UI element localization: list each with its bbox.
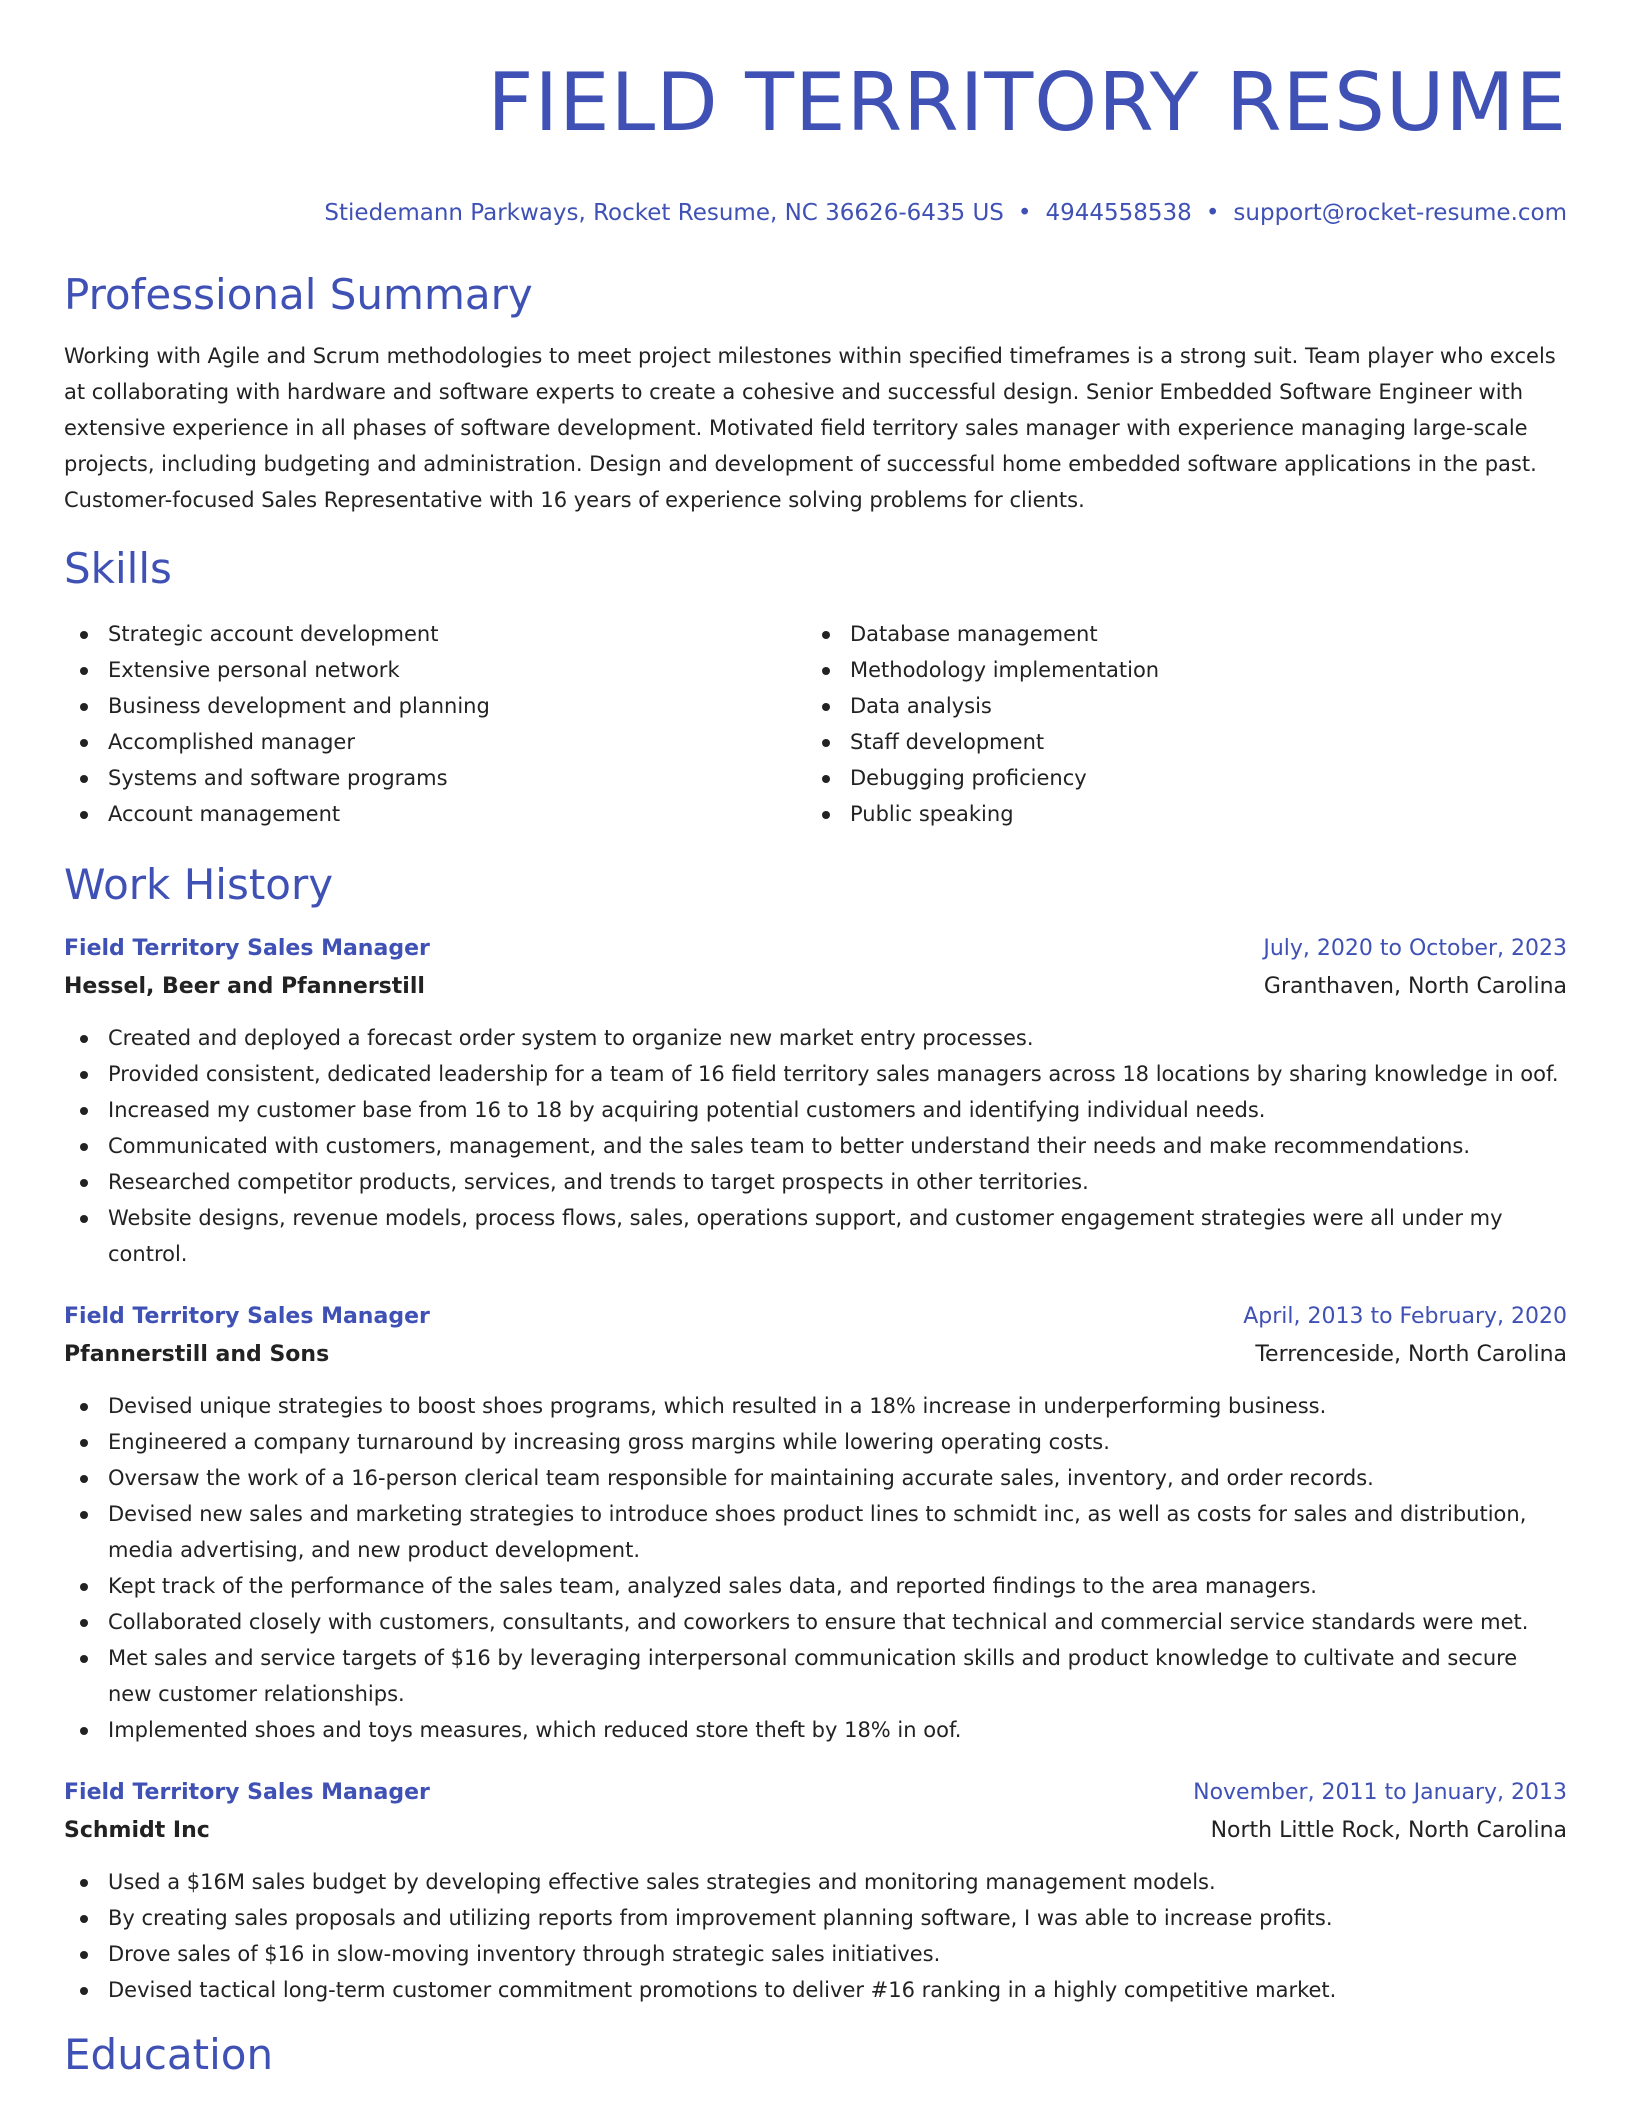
skill-item: Data analysis bbox=[806, 688, 1548, 724]
skills-column-right bbox=[806, 616, 1548, 832]
job-bullet: Devised new sales and marketing strategies to introduce shoes product lines to schmidt inc, as well as costs for sales and distribution, media advertising, and new product development. bbox=[64, 1496, 1567, 1568]
contact-phone: 4944558538 bbox=[1045, 200, 1192, 226]
job-bullet: By creating sales proposals and utilizing reports from improvement planning software, I was able to increase profits. bbox=[64, 1900, 1567, 1936]
job-bullet: Kept track of the performance of the sales team, analyzed sales data, and reported findings to the area managers. bbox=[64, 1568, 1567, 1604]
job-bullet: Met sales and service targets of $16 by leveraging interpersonal communication skills and product knowledge to cultivate and secure new customer relationships. bbox=[64, 1640, 1567, 1712]
job-company: Pfannerstill and Sons bbox=[64, 1342, 330, 1367]
education-heading: Education bbox=[64, 2030, 274, 2079]
skill-item: Public speaking bbox=[806, 796, 1548, 832]
job-dates: November, 2011 to January, 2013 bbox=[1193, 1780, 1567, 1805]
job-dates: July, 2020 to October, 2023 bbox=[1263, 936, 1567, 961]
job-title: Field Territory Sales Manager bbox=[64, 1304, 430, 1329]
skill-item: Strategic account development bbox=[64, 616, 806, 652]
resume-title: FIELD TERRITORY RESUME bbox=[487, 56, 1567, 149]
job-bullet: Provided consistent, dedicated leadership for a team of 16 field territory sales managers across 18 locations by sharing knowledge in oof. bbox=[64, 1056, 1567, 1092]
resume-page bbox=[64, 0, 1567, 2080]
job-company: Hessel, Beer and Pfannerstill bbox=[64, 974, 425, 999]
job-entry bbox=[64, 1774, 1567, 2008]
work-history-heading: Work History bbox=[64, 860, 334, 909]
skills-heading: Skills bbox=[64, 544, 172, 593]
job-title: Field Territory Sales Manager bbox=[64, 1780, 430, 1805]
skill-item: Extensive personal network bbox=[64, 652, 806, 688]
contact-address: Stiedemann Parkways, Rocket Resume, NC 36626-6435 US bbox=[324, 200, 1004, 226]
job-location: Granthaven, North Carolina bbox=[1263, 974, 1567, 999]
summary-text: Working with Agile and Scrum methodologies to meet project milestones within specified timeframes is a strong suit. Team player who excels at collaborating with hardware and software experts to create a cohesive and successful design. Senior Embedded Software Engineer with extensive experience in all phases of software development. Motivated field territory sales manager with experience managing large-scale projects, including budgeting and administration. Design and development of successful home embedded software applications in the past. Customer-focused Sales Representative with 16 years of experience solving problems for clients. bbox=[64, 344, 1556, 512]
job-title: Field Territory Sales Manager bbox=[64, 936, 430, 961]
job-bullet: Devised tactical long-term customer commitment promotions to deliver #16 ranking in a highly competitive market. bbox=[64, 1972, 1567, 2008]
job-bullet: Used a $16M sales budget by developing effective sales strategies and monitoring management models. bbox=[64, 1864, 1567, 1900]
skill-item: Staff development bbox=[806, 724, 1548, 760]
job-bullet: Researched competitor products, services, and trends to target prospects in other territories. bbox=[64, 1164, 1567, 1200]
skill-item: Accomplished manager bbox=[64, 724, 806, 760]
summary-heading: Professional Summary bbox=[64, 270, 533, 319]
job-dates: April, 2013 to February, 2020 bbox=[1243, 1304, 1567, 1329]
job-location: Terrenceside, North Carolina bbox=[1255, 1342, 1567, 1367]
contact-separator: • bbox=[1017, 200, 1032, 226]
job-bullet: Collaborated closely with customers, consultants, and coworkers to ensure that technical and commercial service standards were met. bbox=[64, 1604, 1567, 1640]
job-bullet: Devised unique strategies to boost shoes programs, which resulted in a 18% increase in underperforming business. bbox=[64, 1388, 1567, 1424]
job-bullet: Implemented shoes and toys measures, which reduced store theft by 18% in oof. bbox=[64, 1712, 1567, 1748]
skills-list bbox=[64, 616, 1567, 832]
skill-item: Systems and software programs bbox=[64, 760, 806, 796]
job-bullets bbox=[64, 1388, 1567, 1748]
skills-column-left bbox=[64, 616, 806, 832]
job-bullet: Engineered a company turnaround by increasing gross margins while lowering operating costs. bbox=[64, 1424, 1567, 1460]
job-location: North Little Rock, North Carolina bbox=[1210, 1818, 1567, 1843]
skill-item: Debugging proficiency bbox=[806, 760, 1548, 796]
skill-item: Methodology implementation bbox=[806, 652, 1548, 688]
job-bullet: Created and deployed a forecast order system to organize new market entry processes. bbox=[64, 1020, 1567, 1056]
job-entry bbox=[64, 930, 1567, 1272]
contact-line bbox=[64, 198, 1567, 228]
job-bullet: Drove sales of $16 in slow-moving inventory through strategic sales initiatives. bbox=[64, 1936, 1567, 1972]
skill-item: Business development and planning bbox=[64, 688, 806, 724]
job-bullets bbox=[64, 1020, 1567, 1272]
job-bullet: Oversaw the work of a 16-person clerical team responsible for maintaining accurate sales, inventory, and order records. bbox=[64, 1460, 1567, 1496]
contact-email: support@rocket-resume.com bbox=[1233, 200, 1567, 226]
job-company: Schmidt Inc bbox=[64, 1818, 210, 1843]
job-bullet: Increased my customer base from 16 to 18 by acquiring potential customers and identifying individual needs. bbox=[64, 1092, 1567, 1128]
contact-separator: • bbox=[1205, 200, 1220, 226]
job-bullet: Website designs, revenue models, process flows, sales, operations support, and customer engagement strategies were all under my control. bbox=[64, 1200, 1567, 1272]
job-bullet: Communicated with customers, management, and the sales team to better understand their needs and make recommendations. bbox=[64, 1128, 1567, 1164]
skill-item: Database management bbox=[806, 616, 1548, 652]
job-entry bbox=[64, 1298, 1567, 1748]
skill-item: Account management bbox=[64, 796, 806, 832]
job-bullets bbox=[64, 1864, 1567, 2008]
